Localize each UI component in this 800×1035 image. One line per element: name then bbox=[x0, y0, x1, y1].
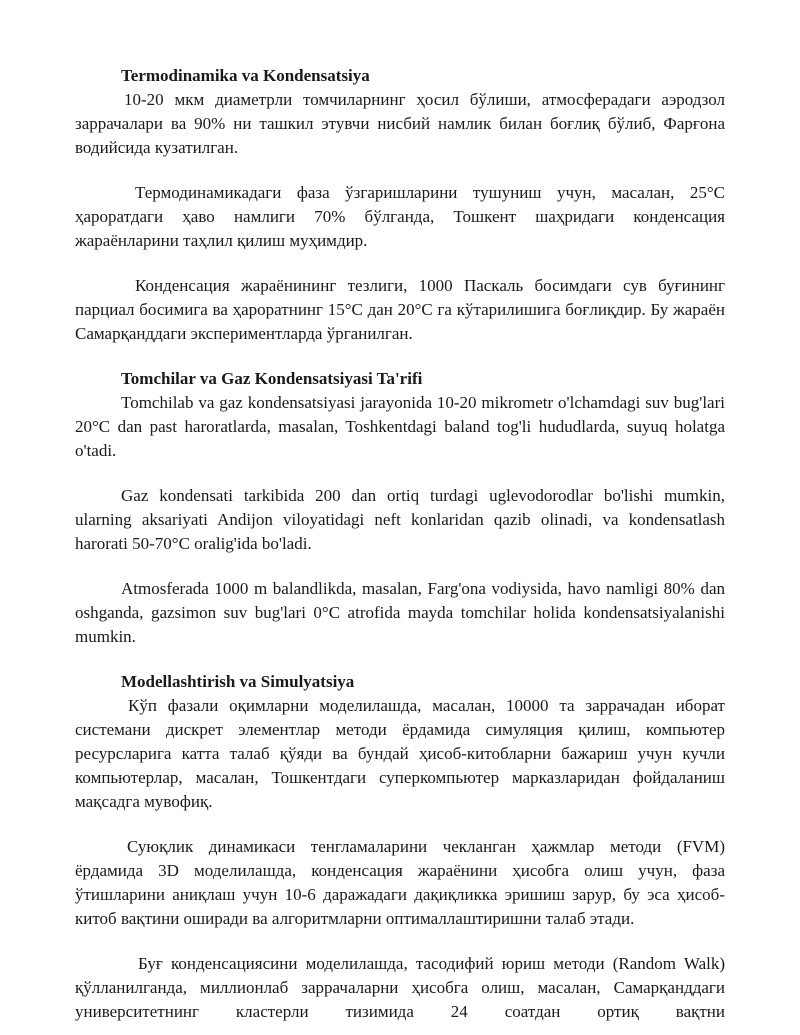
paragraph: Gaz kondensati tarkibida 200 dan ortiq turdagi uglevodorodlar bo'lishi mumkin, ularning aksariyati Andijon viloyatidagi neft konlaridan qazib olinadi, va kondensatlash harorati 50-70°C oralig'ida bo'ladi. bbox=[75, 486, 725, 553]
paragraph: 10-20 мкм диаметрли томчиларнинг ҳосил бўлиши, атмосферадаги аэродзол заррачалари ва 90% ни ташкил этувчи нисбий намлик билан боғлиқ бўлиб, Фарғона водийсида кузатилган. bbox=[75, 90, 725, 157]
paragraph: Буғ конденсациясини моделилашда, тасодифий юриш методи (Random Walk) қўлланилганда, миллионлаб заррачаларни ҳисобга олиш, масалан, Самарқанддаги университетнинг кластерли тизимида 24 соатдан ортиқ вақтни bbox=[75, 954, 725, 1021]
document-page bbox=[75, 64, 725, 1024]
paragraph: Конденсация жараёнининг тезлиги, 1000 Паскаль босимдаги сув буғининг парциал босимига ва ҳароратнинг 15°C дан 20°C га кўтарилишига боғлиқдир. Бу жараён Самарқанддаги экспериментларда ўрганилган. bbox=[75, 276, 725, 343]
paragraph: Atmosferada 1000 m balandlikda, masalan, Farg'ona vodiysida, havo namligi 80% dan oshganda, gazsimon suv bug'lari 0°C atrofida mayda tomchilar holida kondensatsiyalanishi mumkin. bbox=[75, 579, 725, 646]
section-heading: Modellashtirish va Simulyatsiya bbox=[121, 672, 355, 691]
paragraph: Суюқлик динамикаси тенгламаларини чекланган ҳажмлар методи (FVM) ёрдамида 3D моделилашда, конденсация жараёнини ҳисобга олиш учун, фаза ўтишларини аниқлаш учун 10-6 даражадаги дақиқликка эришиш зарур, бу эса ҳисоб-китоб вақтини оширади ва алгоритмларни оптималлаштиришни талаб этади. bbox=[75, 837, 725, 928]
section-heading: Tomchilar va Gaz Kondensatsiyasi Ta'rifi bbox=[121, 369, 423, 388]
paragraph: Tomchilab va gaz kondensatsiyasi jarayonida 10-20 mikrometr o'lchamdagi suv bug'lari 20°C dan past haroratlarda, masalan, Toshkentdagi baland tog'li hududlarda, suyuq holatga o'tadi. bbox=[75, 393, 725, 460]
section-modelling bbox=[75, 670, 725, 1024]
section-thermodynamics bbox=[75, 64, 725, 346]
paragraph: Кўп фазали оқимларни моделилашда, масалан, 10000 та заррачадан иборат системани дискрет элементлар методи ёрдамида симуляция қилиш, компьютер ресурсларига катта талаб қўяди ва бундай ҳисоб-китобларни бажариш учун кучли компьютерлар, масалан, Тошкентдаги суперкомпьютер марказларидан фойдаланиш мақсадга мувофиқ. bbox=[75, 696, 725, 811]
paragraph: Термодинамикадаги фаза ўзгаришларини тушуниш учун, масалан, 25°C ҳароратдаги ҳаво намлиги 70% бўлганда, Тошкент шаҳридаги конденсация жараёнларини таҳлил қилиш муҳимдир. bbox=[75, 183, 725, 250]
section-heading: Termodinamika va Kondensatsiya bbox=[121, 66, 370, 85]
section-droplets-gas bbox=[75, 367, 725, 649]
